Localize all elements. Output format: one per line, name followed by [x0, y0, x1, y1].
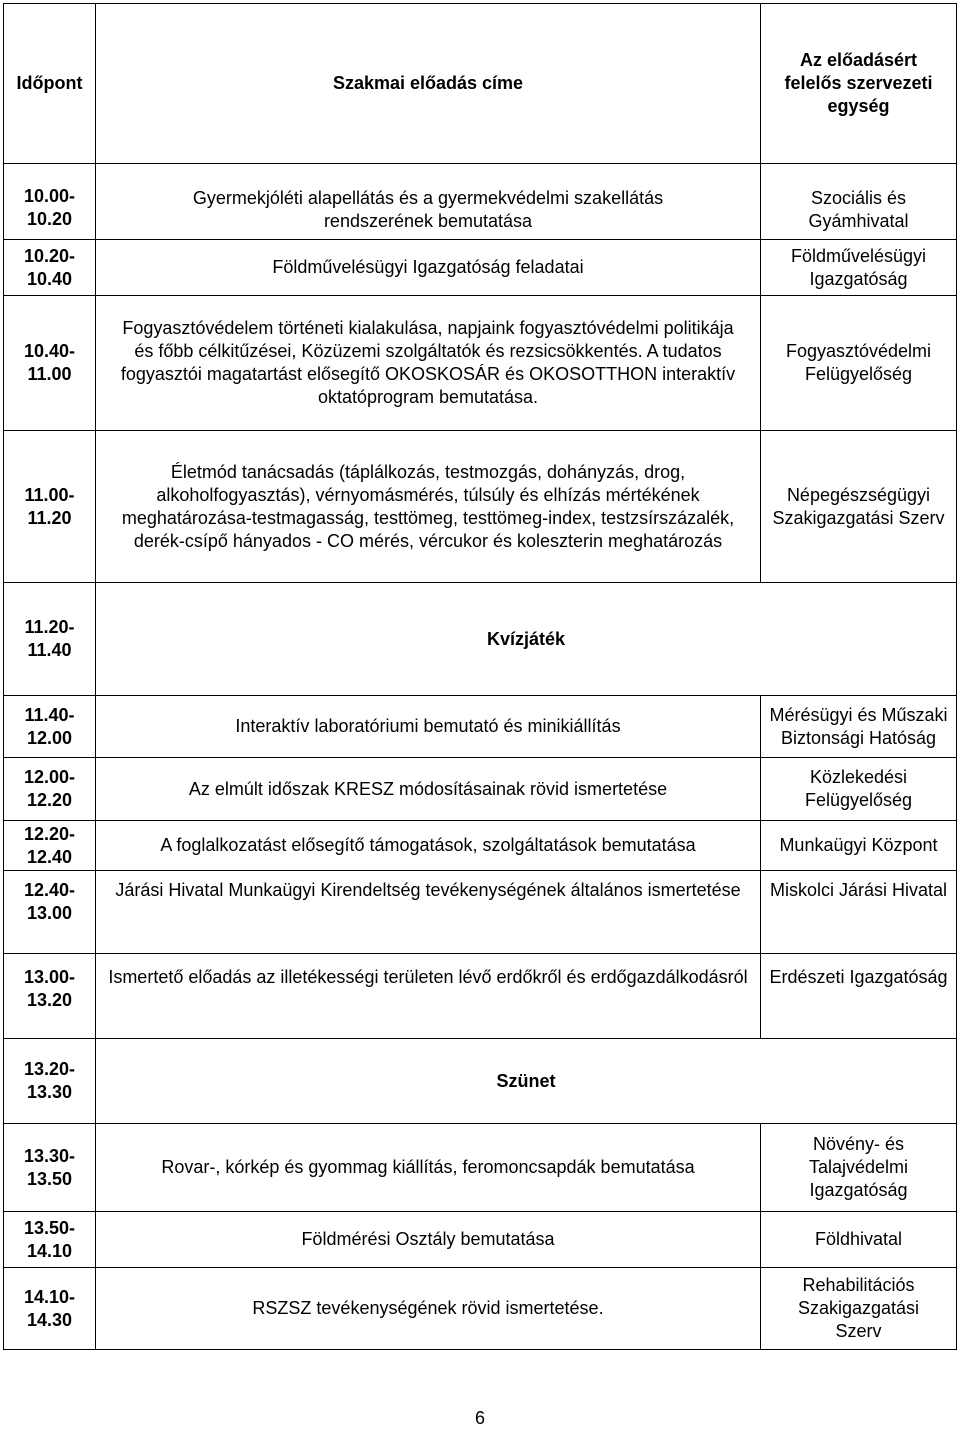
table-row [4, 696, 957, 758]
row-unit: Rehabilitációs Szakigazgatási Szerv [761, 1268, 957, 1350]
table-row [4, 1039, 957, 1124]
row-title: Járási Hivatal Munkaügyi Kirendeltség tevékenységének általános ismertetése [96, 871, 761, 954]
row-title: Ismertető előadás az illetékességi területen lévő erdőkről és erdőgazdálkodásról [96, 954, 761, 1039]
row-title: Fogyasztóvédelem történeti kialakulása, napjaink fogyasztóvédelmi politikája és főbb célkitűzései, Közüzemi szolgáltatók és rezsicsökkentés. A tudatos fogyasztói magatartást elősegítő OKOSKOSÁR és OKOSOTTHON interaktív oktatóprogram bemutatása. [96, 296, 761, 431]
page-number: 6 [474, 1408, 485, 1428]
header-title: Szakmai előadás címe [96, 4, 761, 164]
row-time: 14.10- 14.30 [4, 1268, 96, 1350]
table-row [4, 1212, 957, 1268]
row-time: 11.40- 12.00 [4, 696, 96, 758]
row-unit: Munkaügyi Központ [761, 821, 957, 871]
row-title: Interaktív laboratóriumi bemutató és minikiállítás [96, 696, 761, 758]
row-title: Rovar-, kórkép és gyommag kiállítás, feromoncsapdák bemutatása [96, 1124, 761, 1212]
program-table [3, 3, 957, 1350]
row-title: Gyermekjóléti alapellátás és a gyermekvédelmi szakellátás rendszerének bemutatása [96, 164, 761, 240]
row-unit: Mérésügyi és Műszaki Biztonsági Hatóság [761, 696, 957, 758]
table-row [4, 758, 957, 821]
row-title: Életmód tanácsadás (táplálkozás, testmozgás, dohányzás, drog, alkoholfogyasztás), vérnyomásmérés, túlsúly és elhízás mértékének meghatározása-testmagasság, testtömeg, testtömeg-index, testzsírszázalék, derék-csípő hányados - CO mérés, vércukor és koleszterin meghatározás [96, 431, 761, 583]
row-time: 13.00- 13.20 [4, 954, 96, 1039]
row-title: Kvízjáték [96, 583, 957, 696]
header-unit: Az előadásért felelős szervezeti egység [761, 4, 957, 164]
row-time: 10.00- 10.20 [4, 164, 96, 240]
row-title: Földművelésügyi Igazgatóság feladatai [96, 240, 761, 296]
table-row [4, 583, 957, 696]
table-row [4, 240, 957, 296]
table-row [4, 954, 957, 1039]
table-row [4, 431, 957, 583]
row-time: 13.20- 13.30 [4, 1039, 96, 1124]
table-row [4, 1124, 957, 1212]
row-time: 12.20- 12.40 [4, 821, 96, 871]
row-unit: Földhivatal [761, 1212, 957, 1268]
table-row [4, 296, 957, 431]
row-title: Szünet [96, 1039, 957, 1124]
table-row [4, 164, 957, 240]
row-unit: Népegészségügyi Szakigazgatási Szerv [761, 431, 957, 583]
header-time: Időpont [4, 4, 96, 164]
row-unit: Fogyasztóvédelmi Felügyelőség [761, 296, 957, 431]
row-time: 11.00- 11.20 [4, 431, 96, 583]
row-unit: Szociális és Gyámhivatal [761, 164, 957, 240]
row-unit: Közlekedési Felügyelőség [761, 758, 957, 821]
row-title: RSZSZ tevékenységének rövid ismertetése. [96, 1268, 761, 1350]
row-time: 11.20- 11.40 [4, 583, 96, 696]
row-unit: Növény- és Talajvédelmi Igazgatóság [761, 1124, 957, 1212]
row-unit: Erdészeti Igazgatóság [761, 954, 957, 1039]
table-row [4, 821, 957, 871]
table-row [4, 1268, 957, 1350]
row-time: 13.50- 14.10 [4, 1212, 96, 1268]
row-title: A foglalkozatást elősegítő támogatások, szolgáltatások bemutatása [96, 821, 761, 871]
table-row [4, 871, 957, 954]
header-row [4, 4, 957, 164]
row-unit: Miskolci Járási Hivatal [761, 871, 957, 954]
row-time: 12.40- 13.00 [4, 871, 96, 954]
row-title: Földmérési Osztály bemutatása [96, 1212, 761, 1268]
row-title: Az elmúlt időszak KRESZ módosításainak rövid ismertetése [96, 758, 761, 821]
row-time: 10.20- 10.40 [4, 240, 96, 296]
row-time: 13.30- 13.50 [4, 1124, 96, 1212]
row-time: 12.00- 12.20 [4, 758, 96, 821]
row-time: 10.40- 11.00 [4, 296, 96, 431]
row-unit: Földművelésügyi Igazgatóság [761, 240, 957, 296]
